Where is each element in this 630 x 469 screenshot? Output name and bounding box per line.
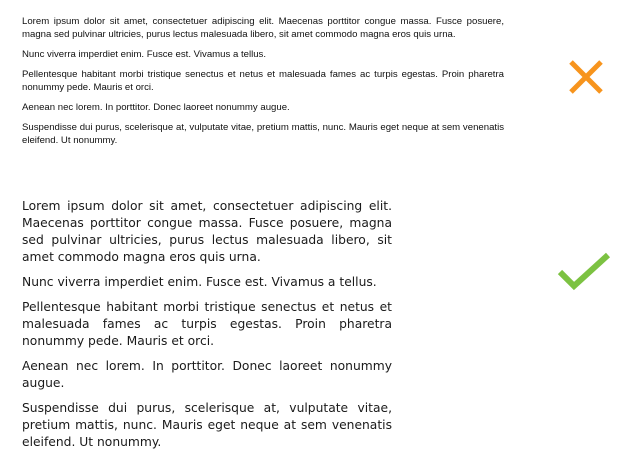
paragraph: Suspendisse dui purus, scelerisque at, vulputate vitae, pretium mattis, nunc. Mauris eget neque at sem venenatis eleifend. Ut nonummy.: [22, 401, 392, 449]
paragraph: Nunc viverra imperdiet enim. Fusce est. Vivamus a tellus.: [22, 275, 377, 289]
paragraph: Lorem ipsum dolor sit amet, consectetuer adipiscing elit. Maecenas porttitor congue massa. Fusce posuere, magna sed pulvinar ultricies, purus lectus malesuada libero, sit amet commodo magna eros quis urna.: [22, 16, 504, 40]
cross-icon: [567, 58, 605, 96]
small-text-example: [22, 15, 504, 154]
checkmark-icon: [557, 252, 611, 292]
paragraph: Lorem ipsum dolor sit amet, consectetuer adipiscing elit. Maecenas porttitor congue massa. Fusce posuere, magna sed pulvinar ultricies, purus lectus malesuada libero, sit amet commodo magna eros quis urna.: [22, 199, 392, 264]
paragraph: Pellentesque habitant morbi tristique senectus et netus et malesuada fames ac turpis egestas. Proin pharetra nonummy pede. Mauris et orci.: [22, 300, 392, 348]
paragraph: Aenean nec lorem. In porttitor. Donec laoreet nonummy augue.: [22, 102, 290, 113]
paragraph: Aenean nec lorem. In porttitor. Donec laoreet nonummy augue.: [22, 359, 392, 390]
paragraph: Pellentesque habitant morbi tristique senectus et netus et malesuada fames ac turpis egestas. Proin pharetra nonummy pede. Mauris et orci.: [22, 69, 504, 93]
paragraph: Suspendisse dui purus, scelerisque at, vulputate vitae, pretium mattis, nunc. Mauris eget neque at sem venenatis eleifend. Ut nonummy.: [22, 122, 504, 146]
checkmark-stroke: [560, 255, 608, 286]
paragraph: Nunc viverra imperdiet enim. Fusce est. Vivamus a tellus.: [22, 49, 267, 60]
readable-text-example: [22, 198, 392, 459]
